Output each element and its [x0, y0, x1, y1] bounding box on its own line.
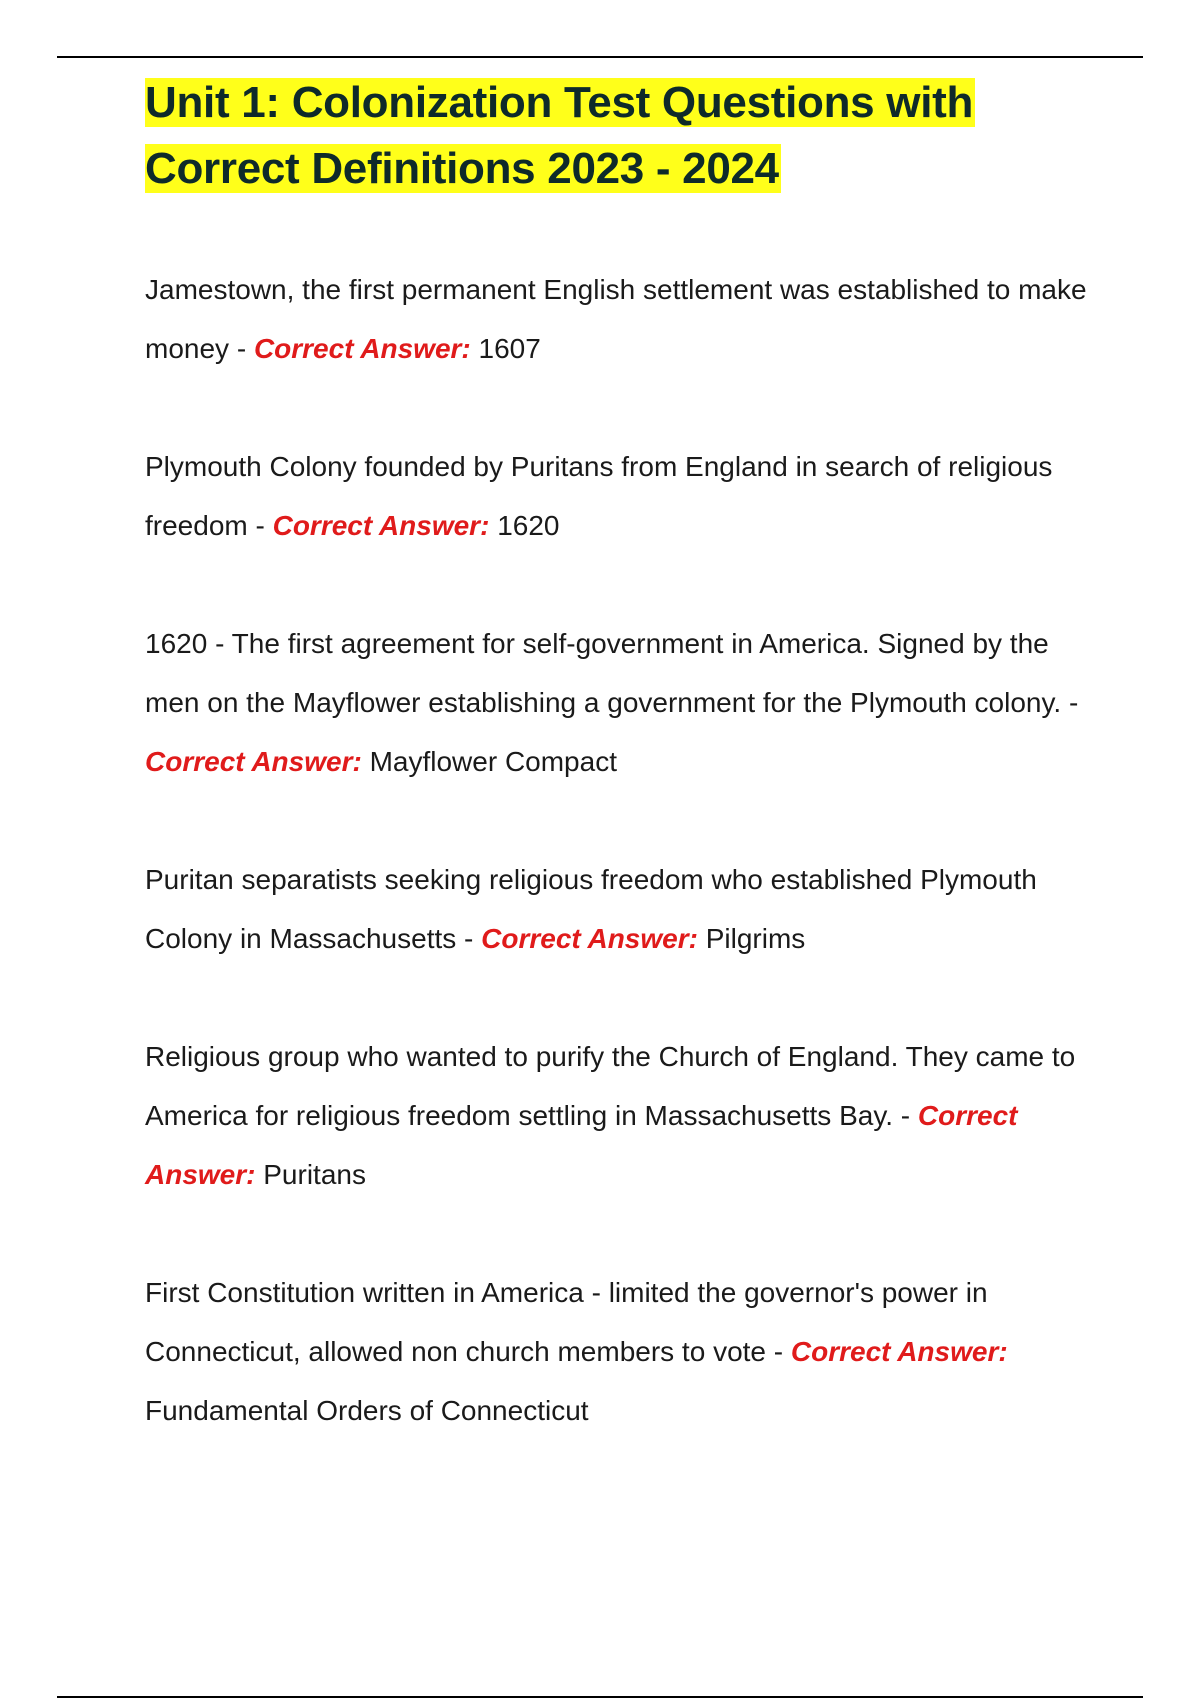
bottom-rule	[57, 1696, 1143, 1698]
answer-label: Correct Answer:	[253, 333, 471, 364]
answer-text: Mayflower Compact	[369, 746, 617, 777]
answer-label: Correct Answer:	[272, 510, 490, 541]
answer-text: 1607	[478, 333, 541, 364]
title-line-2: Correct Definitions 2023 - 2024	[145, 144, 779, 193]
qa-list	[145, 260, 1105, 1440]
answer-text: Puritans	[263, 1159, 366, 1190]
answer-text: Pilgrims	[705, 923, 806, 954]
qa-item	[145, 260, 1105, 378]
question-text: First Constitution written in America - limited the governor's power in Connecticut, allowed non church members to vote -	[145, 1277, 988, 1367]
answer-text: 1620	[497, 510, 560, 541]
qa-item	[145, 1027, 1105, 1204]
question-text: Religious group who wanted to purify the Church of England. They came to America for religious freedom settling in Massachusetts Bay. -	[145, 1041, 1076, 1131]
qa-item	[145, 1263, 1105, 1440]
document-page	[145, 70, 1105, 1499]
top-rule	[57, 56, 1143, 58]
answer-text: Fundamental Orders of Connecticut	[145, 1395, 589, 1426]
title-line-1: Unit 1: Colonization Test Questions with	[145, 78, 974, 127]
document-title	[145, 70, 1105, 202]
question-text: Plymouth Colony founded by Puritans from England in search of religious freedom -	[145, 451, 1053, 541]
question-text: 1620 - The first agreement for self-government in America. Signed by the men on the Mayflower establishing a government for the Plymouth colony. -	[145, 628, 1079, 718]
question-text: Jamestown, the first permanent English settlement was established to make money -	[145, 274, 1087, 364]
qa-item	[145, 437, 1105, 555]
answer-label: Correct Answer:	[790, 1336, 1008, 1367]
question-text: Puritan separatists seeking religious freedom who established Plymouth Colony in Massachusetts -	[145, 864, 1037, 954]
qa-item	[145, 614, 1105, 791]
qa-item	[145, 850, 1105, 968]
answer-label: Correct Answer:	[481, 923, 698, 954]
answer-label: Correct Answer:	[145, 1100, 1018, 1190]
answer-label: Correct Answer:	[145, 746, 362, 777]
